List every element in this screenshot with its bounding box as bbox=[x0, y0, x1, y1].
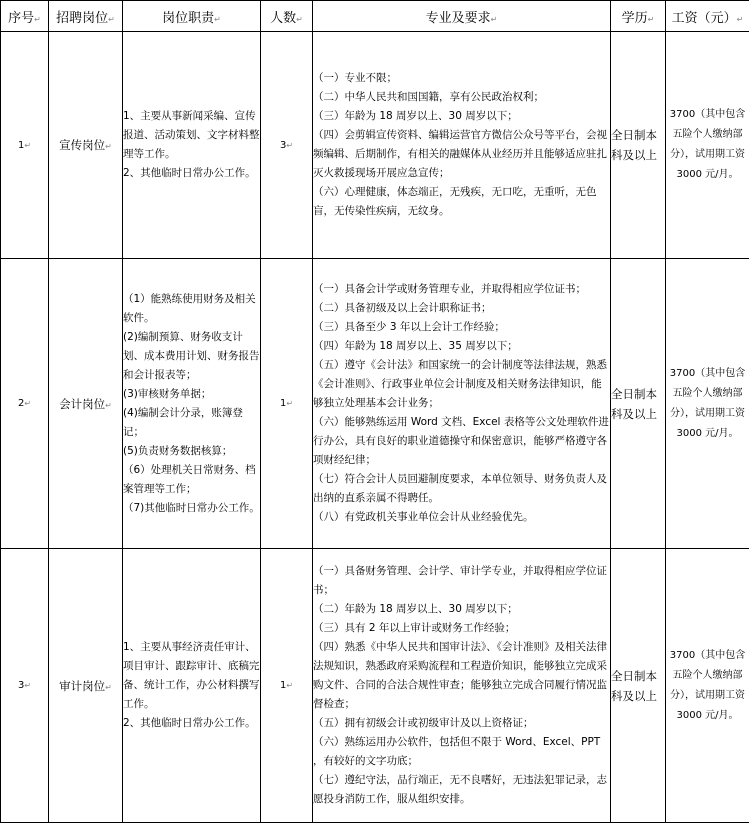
requirement-line: （三）具备至少 3 年以上会计工作经验； bbox=[313, 321, 505, 333]
position-name: 审计岗位↵ bbox=[49, 549, 123, 823]
row-number: 1↵ bbox=[1, 32, 49, 259]
header-count: 人数↵ bbox=[261, 1, 313, 32]
headcount: 1↵ bbox=[261, 259, 313, 549]
requirement-line: （六）心理健康，体态端正，无残疾，无口吃，无重听，无色盲，无传染性疾病，无纹身。 bbox=[313, 186, 597, 217]
requirement-line: （七）符合会计人员回避制度要求，本单位领导、财务负责人及出纳的直系亲属不得聘任。 bbox=[313, 473, 607, 504]
headcount: 1↵ bbox=[261, 549, 313, 823]
requirements-cell bbox=[313, 549, 611, 823]
requirement-line: （三）年龄为 18 周岁以上、30 周岁以下； bbox=[313, 110, 518, 122]
duty-line: （6）处理机关日常财务、档案管理等工作； bbox=[123, 463, 256, 495]
requirement-line: （五）遵守《会计法》和国家统一的会计制度等法律法规，熟悉《会计准则》、行政事业单位会计制度及相关财务法律知识，能够独立处理基本会计业务； bbox=[313, 359, 607, 409]
education-cell: 全日制本科及以上 bbox=[611, 259, 666, 549]
header-education: 学历↵ bbox=[611, 1, 666, 32]
duty-line: （7)其他临时日常办公工作。 bbox=[123, 501, 260, 514]
header-requirements: 专业及要求↵ bbox=[313, 1, 611, 32]
education-cell: 全日制本科及以上 bbox=[611, 32, 666, 259]
requirement-line: （一）专业不限； bbox=[313, 72, 397, 84]
salary-cell: 3700（其中包含五险个人缴纳部分），试用期工资 3000 元/月。 bbox=[666, 32, 749, 259]
duty-line: 1、主要从事新闻采编、宣传报道、活动策划、文字材料整理等工作。 bbox=[123, 110, 260, 160]
duty-line: （1）能熟练使用财务及相关软件。 bbox=[123, 292, 256, 324]
duties-cell bbox=[123, 32, 261, 259]
row-number: 2↵ bbox=[1, 259, 49, 549]
requirement-line: （六）熟练运用办公软件，包括但不限于 Word、Excel、PPT ，有较好的文字功底； bbox=[313, 736, 601, 767]
table-row bbox=[1, 32, 749, 259]
row-number: 3↵ bbox=[1, 549, 49, 823]
position-name: 会计岗位↵ bbox=[49, 259, 123, 549]
requirement-line: （四）熟悉《中华人民共和国审计法》、《会计准则》及相关法律法规知识，熟悉政府采购流程和工程造价知识，能够独立完成采购文件、合同的合法合规性审查；能够独立完成合同履行情况监督检查； bbox=[313, 641, 607, 710]
requirements-cell bbox=[313, 32, 611, 259]
salary-cell: 3700（其中包含五险个人缴纳部分），试用期工资 3000 元/月。 bbox=[666, 259, 749, 549]
requirement-line: （一）具备会计学或财务管理专业，并取得相应学位证书； bbox=[313, 283, 586, 295]
duty-line: 2、其他临时日常办公工作。 bbox=[123, 167, 256, 179]
requirement-line: （三）具有 2 年以上审计或财务工作经验； bbox=[313, 622, 516, 634]
duties-cell bbox=[123, 259, 261, 549]
requirement-line: （二）具备初级及以上会计职称证书； bbox=[313, 302, 492, 314]
requirement-line: （八）有党政机关事业单位会计从业经验优先。 bbox=[313, 511, 534, 523]
duties-cell bbox=[123, 549, 261, 823]
requirements-cell bbox=[313, 259, 611, 549]
header-position: 招聘岗位↵ bbox=[49, 1, 123, 32]
duty-line: (5)负责财务数据核算； bbox=[123, 444, 233, 457]
duty-line: (3)审核财务单据； bbox=[123, 387, 212, 400]
header-row bbox=[1, 1, 749, 32]
requirement-line: （六）能够熟练运用 Word 文档、Excel 表格等公文处理软件进行办公，具有良好的职业道德操守和保密意识，能够严格遵守各项财经纪律； bbox=[313, 416, 609, 466]
requirement-line: （四）会剪辑宣传资料、编辑运营官方微信公众号等平台，会视频编辑、后期制作，有相关的融媒体从业经历并且能够适应驻扎灭火救援现场开展应急宣传； bbox=[313, 129, 607, 179]
duty-line: (4)编制会计分录，账簿登记； bbox=[123, 406, 243, 438]
table-row bbox=[1, 549, 749, 823]
table-row bbox=[1, 259, 749, 549]
header-duties: 岗位职责↵ bbox=[123, 1, 261, 32]
requirement-line: （七）遵纪守法，品行端正，无不良嗜好，无违法犯罪记录，志愿投身消防工作，服从组织安排。 bbox=[313, 774, 607, 805]
header-salary: 工资（元）↵ bbox=[666, 1, 749, 32]
education-cell: 全日制本科及以上 bbox=[611, 549, 666, 823]
requirement-line: （五）拥有初级会计或初级审计及以上资格证； bbox=[313, 717, 534, 729]
requirement-line: （二）年龄为 18 周岁以上、30 周岁以下； bbox=[313, 603, 518, 615]
requirement-line: （二）中华人民共和国国籍，享有公民政治权利； bbox=[313, 91, 544, 103]
headcount: 3↵ bbox=[261, 32, 313, 259]
requirement-line: （一）具备财务管理、会计学、审计学专业，并取得相应学位证书； bbox=[313, 565, 607, 596]
duty-line: 2、其他临时日常办公工作。 bbox=[123, 717, 256, 729]
duty-line: 1、主要从事经济责任审计、项目审计、跟踪审计、底稿完备、统计工作，办公材料撰写工作。 bbox=[123, 641, 260, 710]
header-no: 序号↵ bbox=[1, 1, 49, 32]
requirement-line: （四）年龄为 18 周岁以上、35 周岁以下； bbox=[313, 340, 518, 352]
duty-line: (2)编制预算、财务收支计划、成本费用计划、财务报告和会计报表等； bbox=[123, 330, 260, 381]
position-name: 宣传岗位↵ bbox=[49, 32, 123, 259]
salary-cell: 3700（其中包含五险个人缴纳部分），试用期工资 3000 元/月。 bbox=[666, 549, 749, 823]
